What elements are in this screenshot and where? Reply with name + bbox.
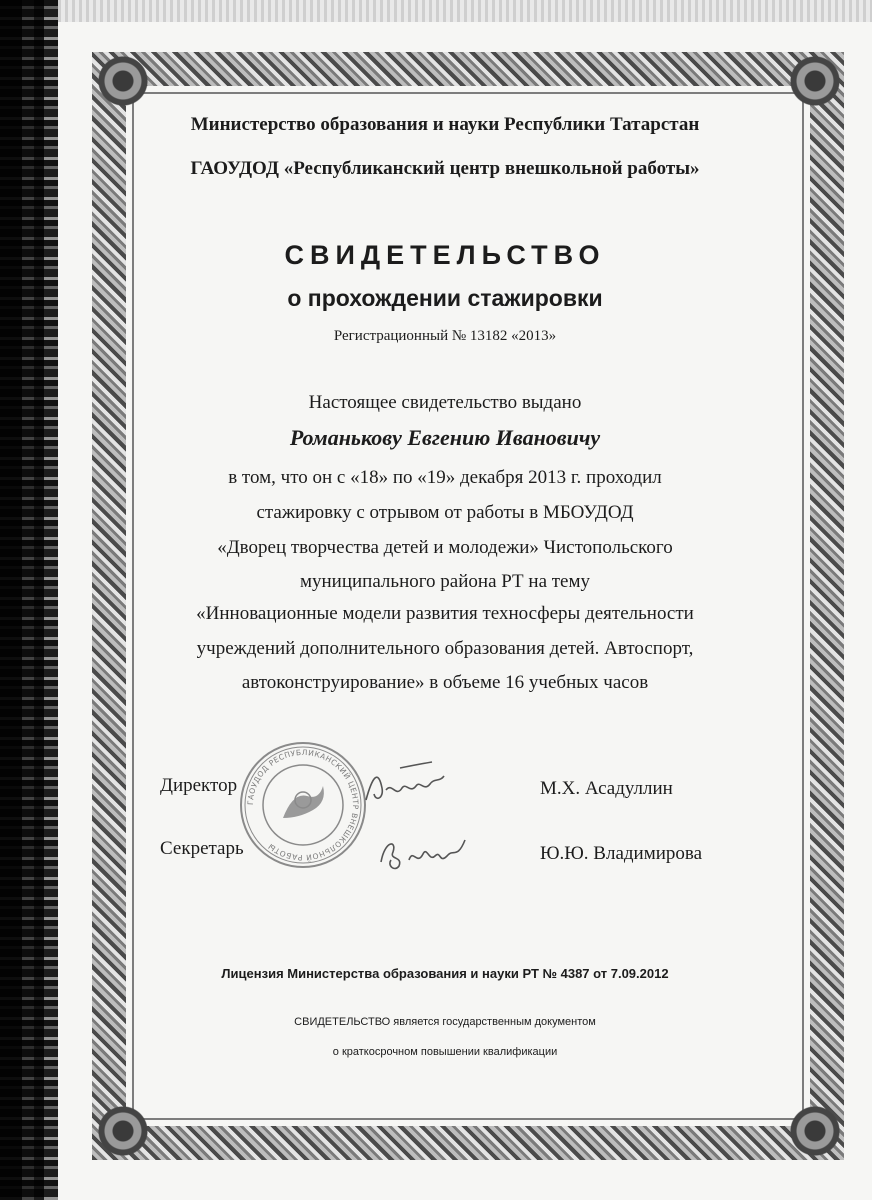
body-line: «Инновационные модели развития техносферы деятельности — [196, 603, 694, 624]
body-line: автоконструирование» в объеме 16 учебных часов — [241, 672, 649, 693]
director-signature — [360, 758, 450, 818]
corner-ornament-top-left — [88, 46, 158, 116]
footer-note-line1: СВИДЕТЕЛЬСТВО является государственным документом — [294, 1016, 596, 1028]
corner-ornament-bottom-right — [780, 1096, 850, 1166]
scan-edge-artifact — [0, 0, 58, 1200]
recipient-name: Романькову Евгению Ивановичу — [289, 425, 601, 450]
registration-number: Регистрационный № 13182 «2013» — [333, 328, 557, 344]
secretary-label: Секретарь — [160, 838, 244, 859]
license-line: Лицензия Министерства образования и науки РТ № 4387 от 7.09.2012 — [221, 966, 669, 981]
document-subtitle: о прохождении стажировки — [287, 285, 603, 311]
body-line: учреждений дополнительного образования детей. Автоспорт, — [196, 638, 694, 659]
issued-to-label: Настоящее свидетельство выдано — [308, 392, 582, 413]
seal-ring-text: ГАОУДОД РЕСПУБЛИКАНСКИЙ ЦЕНТР ВНЕШКОЛЬНОЙ РАБОТЫ — [245, 747, 361, 863]
director-label: Директор — [160, 775, 238, 796]
body-line: стажировку с отрывом от работы в МБОУДОД — [256, 502, 634, 523]
ministry-name: Министерство образования и науки Республики Татарстан — [190, 114, 700, 135]
body-line: «Дворец творчества детей и молодежи» Чистопольского — [217, 537, 673, 558]
body-line: муниципального района РТ на тему — [299, 571, 591, 592]
body-line: в том, что он с «18» по «19» декабря 2013 г. проходил — [228, 467, 662, 488]
official-seal — [238, 740, 368, 870]
corner-ornament-top-right — [780, 46, 850, 116]
secretary-name: Ю.Ю. Владимирова — [540, 843, 703, 864]
director-name: М.Х. Асадуллин — [540, 778, 673, 799]
secretary-signature — [375, 826, 475, 876]
scan-top-artifact — [58, 0, 872, 22]
document-title: СВИДЕТЕЛЬСТВО — [284, 240, 606, 270]
organization-name: ГАОУДОД «Республиканский центр внешкольной работы» — [190, 158, 700, 179]
corner-ornament-bottom-left — [88, 1096, 158, 1166]
footer-note-line2: о краткосрочном повышении квалификации — [332, 1046, 558, 1058]
